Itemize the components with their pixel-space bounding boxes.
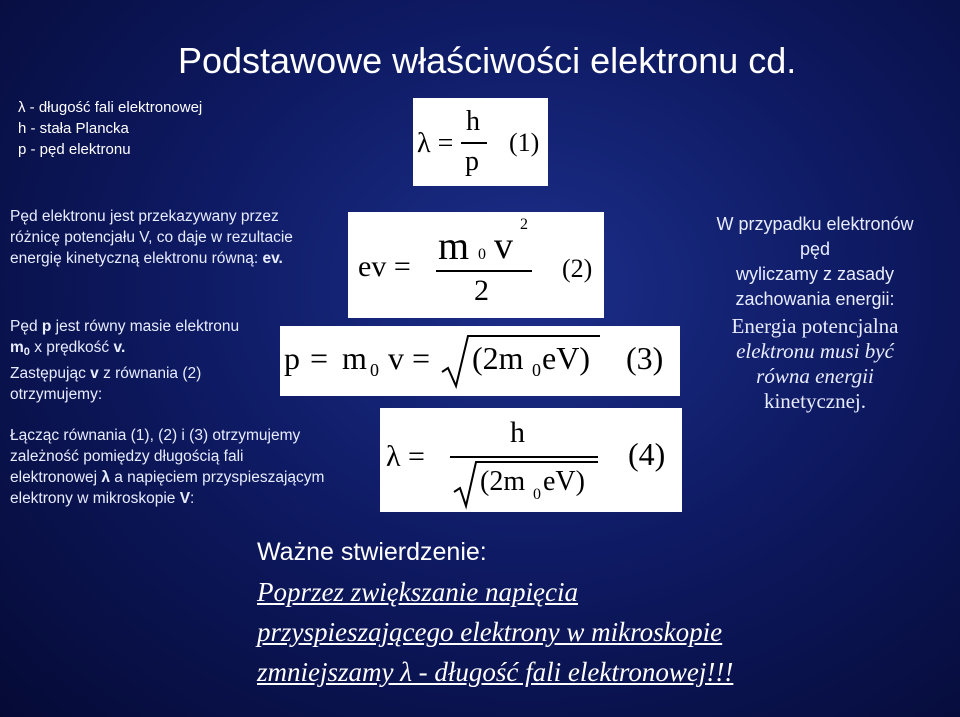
equation-2 bbox=[348, 212, 604, 318]
eq4-radicand-sub: 0 bbox=[533, 486, 541, 503]
eq3-label: (3) bbox=[626, 340, 664, 376]
eq1-label: (1) bbox=[509, 128, 540, 157]
paragraph-momentum-def bbox=[10, 316, 239, 405]
para1-line1: Pęd elektronu jest przekazywany przez bbox=[10, 208, 279, 225]
eq3-mass: m bbox=[342, 340, 367, 376]
eq1-lhs: λ = bbox=[417, 128, 454, 159]
paragraph-momentum-transfer bbox=[10, 206, 293, 269]
para2-line2: m0 x prędkość v. bbox=[10, 339, 126, 358]
para3-line2: zależność pomiędzy długością fali bbox=[10, 448, 244, 465]
para3-line3: elektronowej λ a napięciem przyspieszającym bbox=[10, 469, 325, 486]
right-line8: kinetycznej. bbox=[763, 389, 867, 413]
eq1-fraction-bar bbox=[461, 142, 487, 144]
eq4-radicand-close: eV) bbox=[543, 466, 585, 497]
equation-1 bbox=[413, 98, 548, 186]
eq2-velocity: v bbox=[494, 225, 513, 267]
equation-4 bbox=[380, 408, 682, 512]
eq3-mass-sub: 0 bbox=[370, 360, 379, 380]
eq2-denominator: 2 bbox=[474, 274, 489, 307]
para2-line1: Pęd p jest równy masie elektronu bbox=[10, 318, 240, 335]
right-line4: zachowania energii: bbox=[735, 289, 895, 309]
slide-title: Podstawowe właściwości elektronu cd. bbox=[178, 40, 797, 81]
eq1-denominator: p bbox=[465, 146, 479, 177]
legend-p: p - pęd elektronu bbox=[18, 141, 131, 158]
right-line3: wyliczamy z zasady bbox=[735, 264, 895, 284]
eq2-mass: m bbox=[438, 223, 470, 268]
eq3-radicand-open: (2m bbox=[472, 340, 524, 376]
important-statement bbox=[257, 532, 733, 692]
right-line1: W przypadku elektronów bbox=[716, 214, 914, 234]
eq2-fraction-bar bbox=[436, 270, 532, 272]
eq3-equals: = bbox=[310, 340, 329, 376]
eq2-label: (2) bbox=[562, 254, 593, 283]
eq4-label: (4) bbox=[628, 436, 666, 472]
eq4-fraction-bar bbox=[450, 456, 598, 458]
eq3-radicand-close: eV) bbox=[542, 340, 590, 376]
eq1-numerator: h bbox=[466, 106, 480, 137]
statement-lead: Ważne stwierdzenie: bbox=[257, 538, 487, 566]
eq3-p: p bbox=[284, 340, 300, 376]
equation-3 bbox=[280, 326, 680, 396]
eq4-radicand-open: (2m bbox=[480, 466, 526, 497]
right-line5: Energia potencjalna bbox=[731, 314, 899, 338]
para1-line2: różnicę potencjału V, co daje w rezultacie bbox=[10, 229, 293, 246]
eq2-velocity-sup: 2 bbox=[520, 216, 528, 233]
eq2-mass-sub: 0 bbox=[478, 246, 486, 263]
energy-conservation-note bbox=[688, 212, 942, 414]
statement-line2: przyspieszającego elektrony w mikroskopie bbox=[257, 617, 723, 647]
para1-line3: energię kinetyczną elektronu równą: ev. bbox=[10, 250, 283, 267]
eq3-velocity: v bbox=[388, 340, 404, 376]
para3-line1: Łącząc równania (1), (2) i (3) otrzymujemy bbox=[10, 427, 301, 444]
legend-h: h - stała Plancka bbox=[18, 120, 129, 137]
right-line7: równa energii bbox=[756, 364, 874, 388]
eq3-equals-2: = bbox=[412, 340, 431, 376]
eq4-lhs: λ = bbox=[386, 440, 425, 473]
statement-line1: Poprzez zwiększanie napięcia bbox=[257, 577, 578, 607]
legend-lambda: λ - długość fali elektronowej bbox=[18, 99, 203, 116]
eq4-numerator: h bbox=[510, 416, 525, 449]
eq3-radicand-sub: 0 bbox=[532, 360, 541, 380]
para2-line4: otrzymujemy: bbox=[10, 386, 103, 403]
right-line2: pęd bbox=[799, 239, 831, 259]
para2-line3: Zastępując v z równania (2) bbox=[10, 365, 202, 382]
right-line6: elektronu musi być bbox=[736, 339, 894, 363]
eq2-lhs: ev = bbox=[358, 250, 411, 283]
para3-line4: elektrony w mikroskopie V: bbox=[10, 490, 195, 507]
paragraph-combination bbox=[10, 425, 324, 509]
statement-line3: zmniejszamy λ - długość fali elektronowej!!! bbox=[257, 657, 734, 687]
legend bbox=[18, 97, 202, 160]
